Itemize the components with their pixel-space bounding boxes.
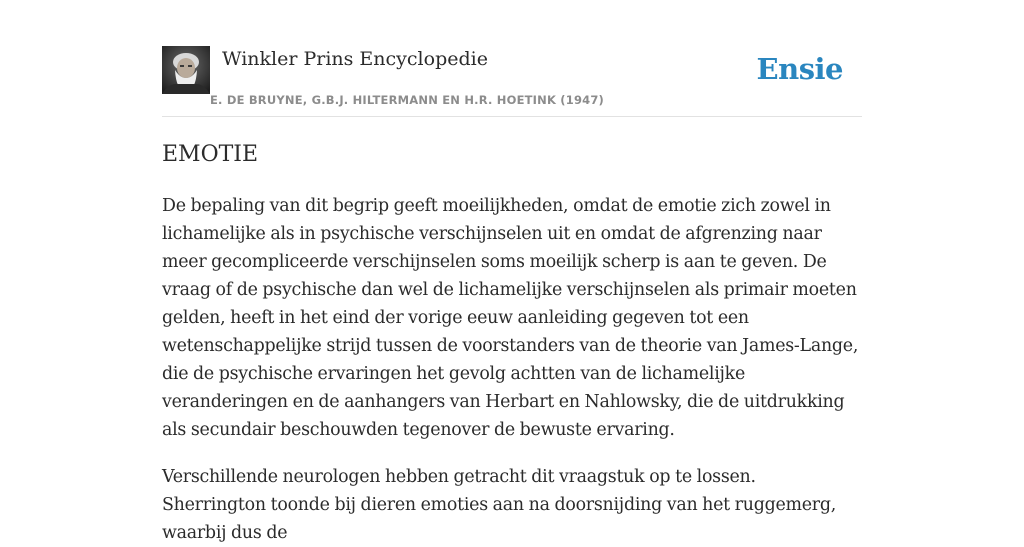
article-paragraph: Verschillende neurologen hebben getracht dit vraagstuk op te lossen. Sherrington toonde bij dieren emoties aan na doorsnijding van het ruggemerg, waarbij dus de: [162, 467, 837, 543]
source-title[interactable]: Winkler Prins Encyclopedie: [222, 48, 488, 70]
author-portrait-icon: [162, 46, 210, 94]
brand-logo[interactable]: Ensie: [756, 52, 843, 86]
author-avatar[interactable]: [162, 46, 210, 94]
source-header: [162, 0, 862, 117]
article-paragraph: De bepaling van dit begrip geeft moeilijkheden, omdat de emotie zich zowel in lichamelijke als in psychische verschijnselen uit en omdat de afgrenzing naar meer gecompliceerde verschijnselen soms moeilijk scherp is aan te geven. De vraag of de psychische dan wel de lichamelijke verschijnselen als primair moeten gelden, heeft in het eind der vorige eeuw aanleiding gegeven tot een wetenschappelijke strijd tussen de voorstanders van de theorie van James-Lange, die de psychische ervaringen het gevolg achtten van de lichamelijke veranderingen en de aanhangers van Herbart en Nahlowsky, die de uitdrukking als secundair beschouwden tegenover de bewuste ervaring.: [162, 196, 859, 440]
source-authors: E. DE BRUYNE, G.B.J. HILTERMANN EN H.R. HOETINK (1947): [210, 93, 605, 107]
entry-title: EMOTIE: [162, 142, 259, 167]
article-page: [162, 0, 862, 543]
